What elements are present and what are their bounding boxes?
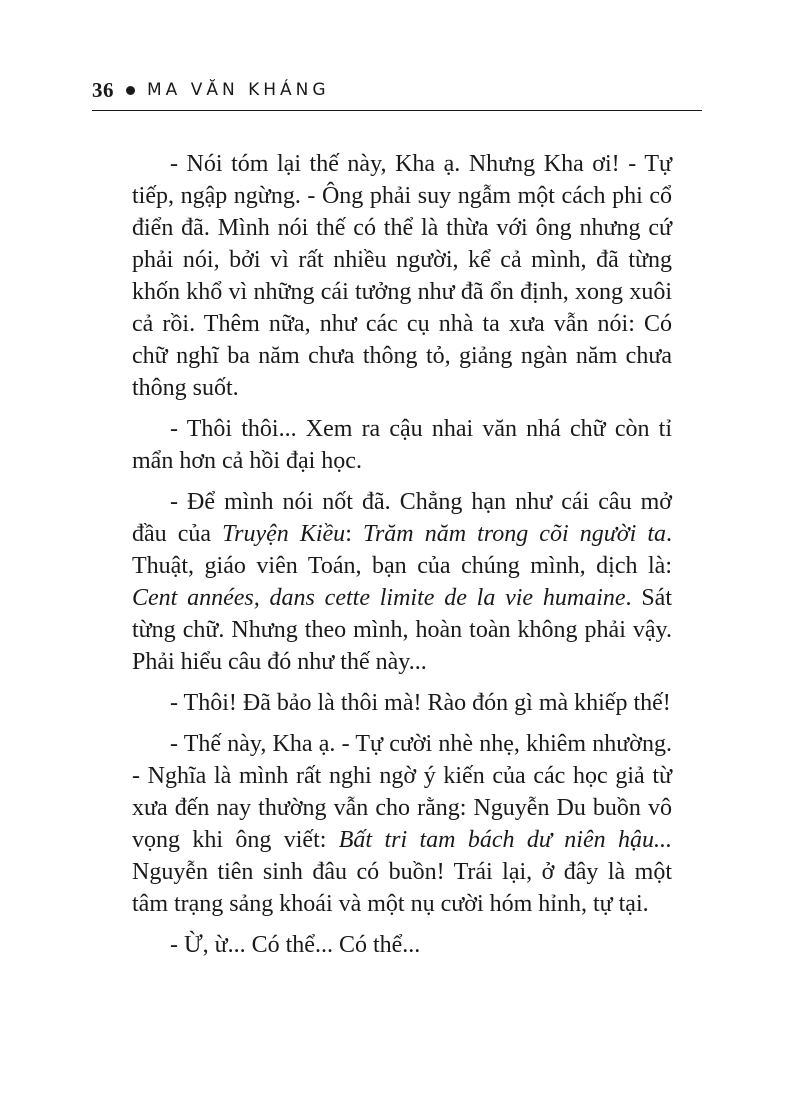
- paragraph: [132, 486, 672, 678]
- text-run: - Thế này, Kha ạ. - Tự cười nhè nhẹ, khiêm nhường. - Nghĩa là mình rất nghi ngờ ý kiến của các học giả từ xưa đến nay thường vẫn cho rằng: Nguyễn Du buồn vô vọng khi ông viết:: [132, 731, 672, 853]
- page-number: 36: [92, 77, 114, 102]
- text-run: - Thôi! Đã bảo là thôi mà! Rào đón gì mà khiếp thế!: [170, 690, 671, 716]
- paragraph: [132, 929, 672, 961]
- bullet-separator: [126, 86, 135, 95]
- paragraph: [132, 148, 672, 404]
- text-run: Nguyễn tiên sinh đâu có buồn! Trái lại, ở đây là một tâm trạng sảng khoái và một nụ cười hóm hỉnh, tự tại.: [132, 859, 672, 917]
- running-header: [92, 74, 330, 106]
- paragraph: [132, 728, 672, 920]
- italic-text: Cent années, dans cette limite de la vie humaine: [132, 585, 626, 611]
- paragraph: [132, 413, 672, 477]
- text-run: :: [345, 521, 363, 547]
- italic-text: Truyện Kiều: [222, 521, 346, 547]
- text-run: - Ừ, ừ... Có thể... Có thể...: [170, 932, 421, 958]
- text-run: - Nói tóm lại thế này, Kha ạ. Nhưng Kha ơi! - Tự tiếp, ngập ngừng. - Ông phải suy ngẫm một cách phi cổ điển đã. Mình nói thế có thể là thừa với ông nhưng cứ phải nói, bởi vì rất nhiều người, kể cả mình, đã từng khốn khổ vì những cái tưởng như đã ổn định, xong xuôi cả rồi. Thêm nữa, như các cụ nhà ta xưa vẫn nói: Có chữ nghĩ ba năm chưa thông tỏ, giảng ngàn năm chưa thông suốt.: [132, 151, 672, 401]
- text-run: - Thôi thôi... Xem ra cậu nhai văn nhá chữ còn tỉ mẩn hơn cả hồi đại học.: [132, 416, 672, 474]
- header-rule: [92, 110, 702, 111]
- italic-text: Bất tri tam bách dư niên hậu...: [338, 827, 672, 853]
- body-text: [132, 148, 672, 970]
- paragraph: [132, 687, 672, 719]
- text-run: . Sát từng chữ. Nhưng theo mình, hoàn toàn không phải vậy. Phải hiểu câu đó như thế này...: [132, 585, 672, 675]
- text-run: . Thuật, giáo viên Toán, bạn của chúng mình, dịch là:: [132, 521, 673, 579]
- text-run: - Để mình nói nốt đã. Chẳng hạn như cái câu mở đầu của: [132, 489, 672, 547]
- italic-text: Trăm năm trong cõi người ta: [362, 521, 667, 547]
- author-name: MA VĂN KHÁNG: [147, 80, 330, 100]
